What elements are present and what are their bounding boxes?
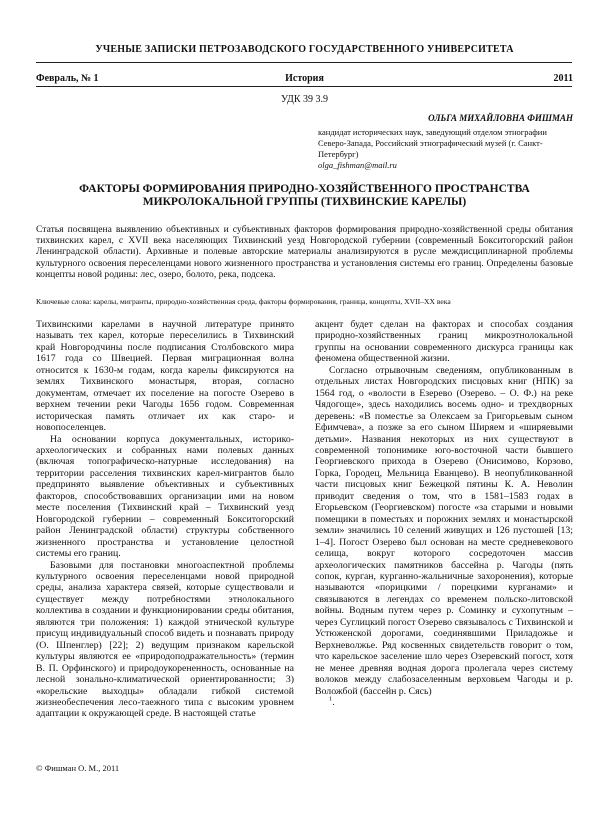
header-rule-top <box>36 62 572 63</box>
paragraph <box>315 697 573 708</box>
paragraph: акцент будет сделан на факторах и способах создания природно-хозяйственных границ микроэтнолокальной группы на основании современного дискурса границы как феномена общественной жизни. <box>315 319 573 365</box>
body-column-right <box>315 319 573 708</box>
footnote-marker: 1 <box>329 695 333 703</box>
paragraph-text: Согласно отрывочным сведениям, опубликованным в отдельных листах Новгородских писцовых книг (НПК) за 1564 год, о «волости в Езерево (Озерево. – О. Ф.) на реке Чядогоще», здесь находились восемь одно- и трехдворных деревень: «В поместье за Олексаем за Григорьевым сыном Ефимчева», а позже за его сыном Ширяем и «ширяевыми детьми». Названия некоторых из них существуют в современной топонимике юго-восточной части бывшего Георгиевского прихода в Озерево (Онисимово, Корзово, Горка, Городец, Мельница Еванцево). В неопубликованной части писцовых книг Бежецкой пятины К. А. Неволин приводит сведения о том, что в 1581–1583 годах в Егорьевском (Георгиевском) погосте «за старыми и новыми помещики в поместьях и порожних землях и монастырской земли» значились 10 селений живущих и 126 пустошей [13; 1–4]. Погост Озерево был основан на месте средневекового селища, вокруг которого сосредоточен массив археологических памятников бассейна р. Чагоды (пять сопок, курган, курганно-жальничные захоронения), которые называются «порицкими / порецкими курганами» и связываются в легендах со временем польско-литовской войны. Водным путем через р. Соминку и сухопутным – через Суглицкий погост Озерево связывалось с Тихвинской и Устюженской дорогами, соединявшими Приладожье и Верхневолжье. Ряд косвенных свидетельств говорит о том, что карельское заселение шло через Озеревский погост, хотя не менее древняя водная дорога пролегала через систему волоков между слабозаселенным верховьем Чагоды и р. Воложбой (бассейн р. Сясь) <box>315 364 573 697</box>
paragraph: Базовыми для постановки многоаспектной проблемы культурного освоения переселенцами новой природной среды, анализа характера связей, которые существовали и существует между потребностями этнолокального коллектива в создании и функционировании среды обитания, являются три положения: 1) каждой этнической культуре присущ индивидуальный способ видеть и познавать природу (О. Шпенглер) [22]; 2) ведущим признаком карельской культуры являются ее «природоподражательность» (термин В. П. Орфинского) и природоукорененность, основанные на лесной зонально-климатической ориентированности; 3) «корельские выходцы» обладали гибкой системой жизнеобеспечения лесо-таежного типа с высоким уровнем адаптации к окружающей среде. В настоящей статье <box>36 559 294 720</box>
issue-label: Февраль, № 1 <box>36 73 99 84</box>
section-label: История <box>285 73 324 84</box>
paragraph-end: . <box>332 696 335 708</box>
author-info <box>318 127 572 171</box>
paragraph: На основании корпуса документальных, историко-археологических и собранных нами полевых данных (включая топографическо-натурные исследования) на территории расселения тихвинских карел-мигрантов было предпринято выявление объективных и субъективных факторов, способствовавших организации ими на новом месте поселения (Тихвинский край – Тихвинский уезд Новгородской губернии – современный Бокситогорский район Ленинградской области) структуры собственного жизненного пространства и установление целостной системы его границ. <box>36 433 294 560</box>
keywords: Ключевые слова: карелы, мигранты, природно-хозяйственная среда, факторы формирования, граница, концепты, XVII–XX века <box>36 297 451 306</box>
paragraph: Тихвинскими карелами в научной литературе принято называть тех карел, которые переселились в Тихвинский край Новгородчины после подписания Столбовского мира 1617 года со Швецией. Первая миграционная волна относится к 1630-м годам, когда карелы фиксируются на землях Тихвинского монастыря, вторая, согласно документам, отмечает их поселение на погосте Озерево в верхнем течении реки Чагоды 1656 годом. Современная историческая память отличает их как старо- и новопоселенцев. <box>36 319 294 434</box>
copyright: © Фишман О. М., 2011 <box>36 763 120 773</box>
article-title: ФАКТОРЫ ФОРМИРОВАНИЯ ПРИРОДНО-ХОЗЯЙСТВЕННОГО ПРОСТРАНСТВА МИКРОЛОКАЛЬНОЙ ГРУППЫ (ТИХВИНСКИЕ КАРЕЛЫ) <box>79 183 530 208</box>
year-label: 2011 <box>553 73 573 84</box>
udk-code: УДК 39 3.9 <box>280 94 329 105</box>
author-affiliation: кандидат исторических наук, заведующий отделом этнографии Северо-Запада, Российский этнографический музей (г. Санкт-Петербург) <box>318 127 547 159</box>
paragraph <box>315 365 573 697</box>
header-rule-bottom <box>36 86 572 87</box>
journal-title: УЧЕНЫЕ ЗАПИСКИ ПЕТРОЗАВОДСКОГО ГОСУДАРСТВЕННОГО УНИВЕРСИТЕТА <box>95 44 514 55</box>
body-column-left <box>36 319 294 720</box>
abstract: Статья посвящена выявлению объективных и субъективных факторов формирования природно-хозяйственной среды обитания тихвинских карел, с XVII века населяющих Тихвинский уезд Новгородской губернии (современный Бокситогорский район Ленинградской области). Архивные и полевые авторские материалы анализируются в русле междисциплинарной проблемы культурного освоения переселенцами нового жизненного пространства и установления системы его границ. Определены базовые концепты новой родины: лес, озеро, болото, река, подсека. <box>36 224 573 280</box>
author-email[interactable]: olga_fishman@mail.ru <box>318 160 397 170</box>
author-name: ОЛЬГА МИХАЙЛОВНА ФИШМАН <box>428 113 573 123</box>
